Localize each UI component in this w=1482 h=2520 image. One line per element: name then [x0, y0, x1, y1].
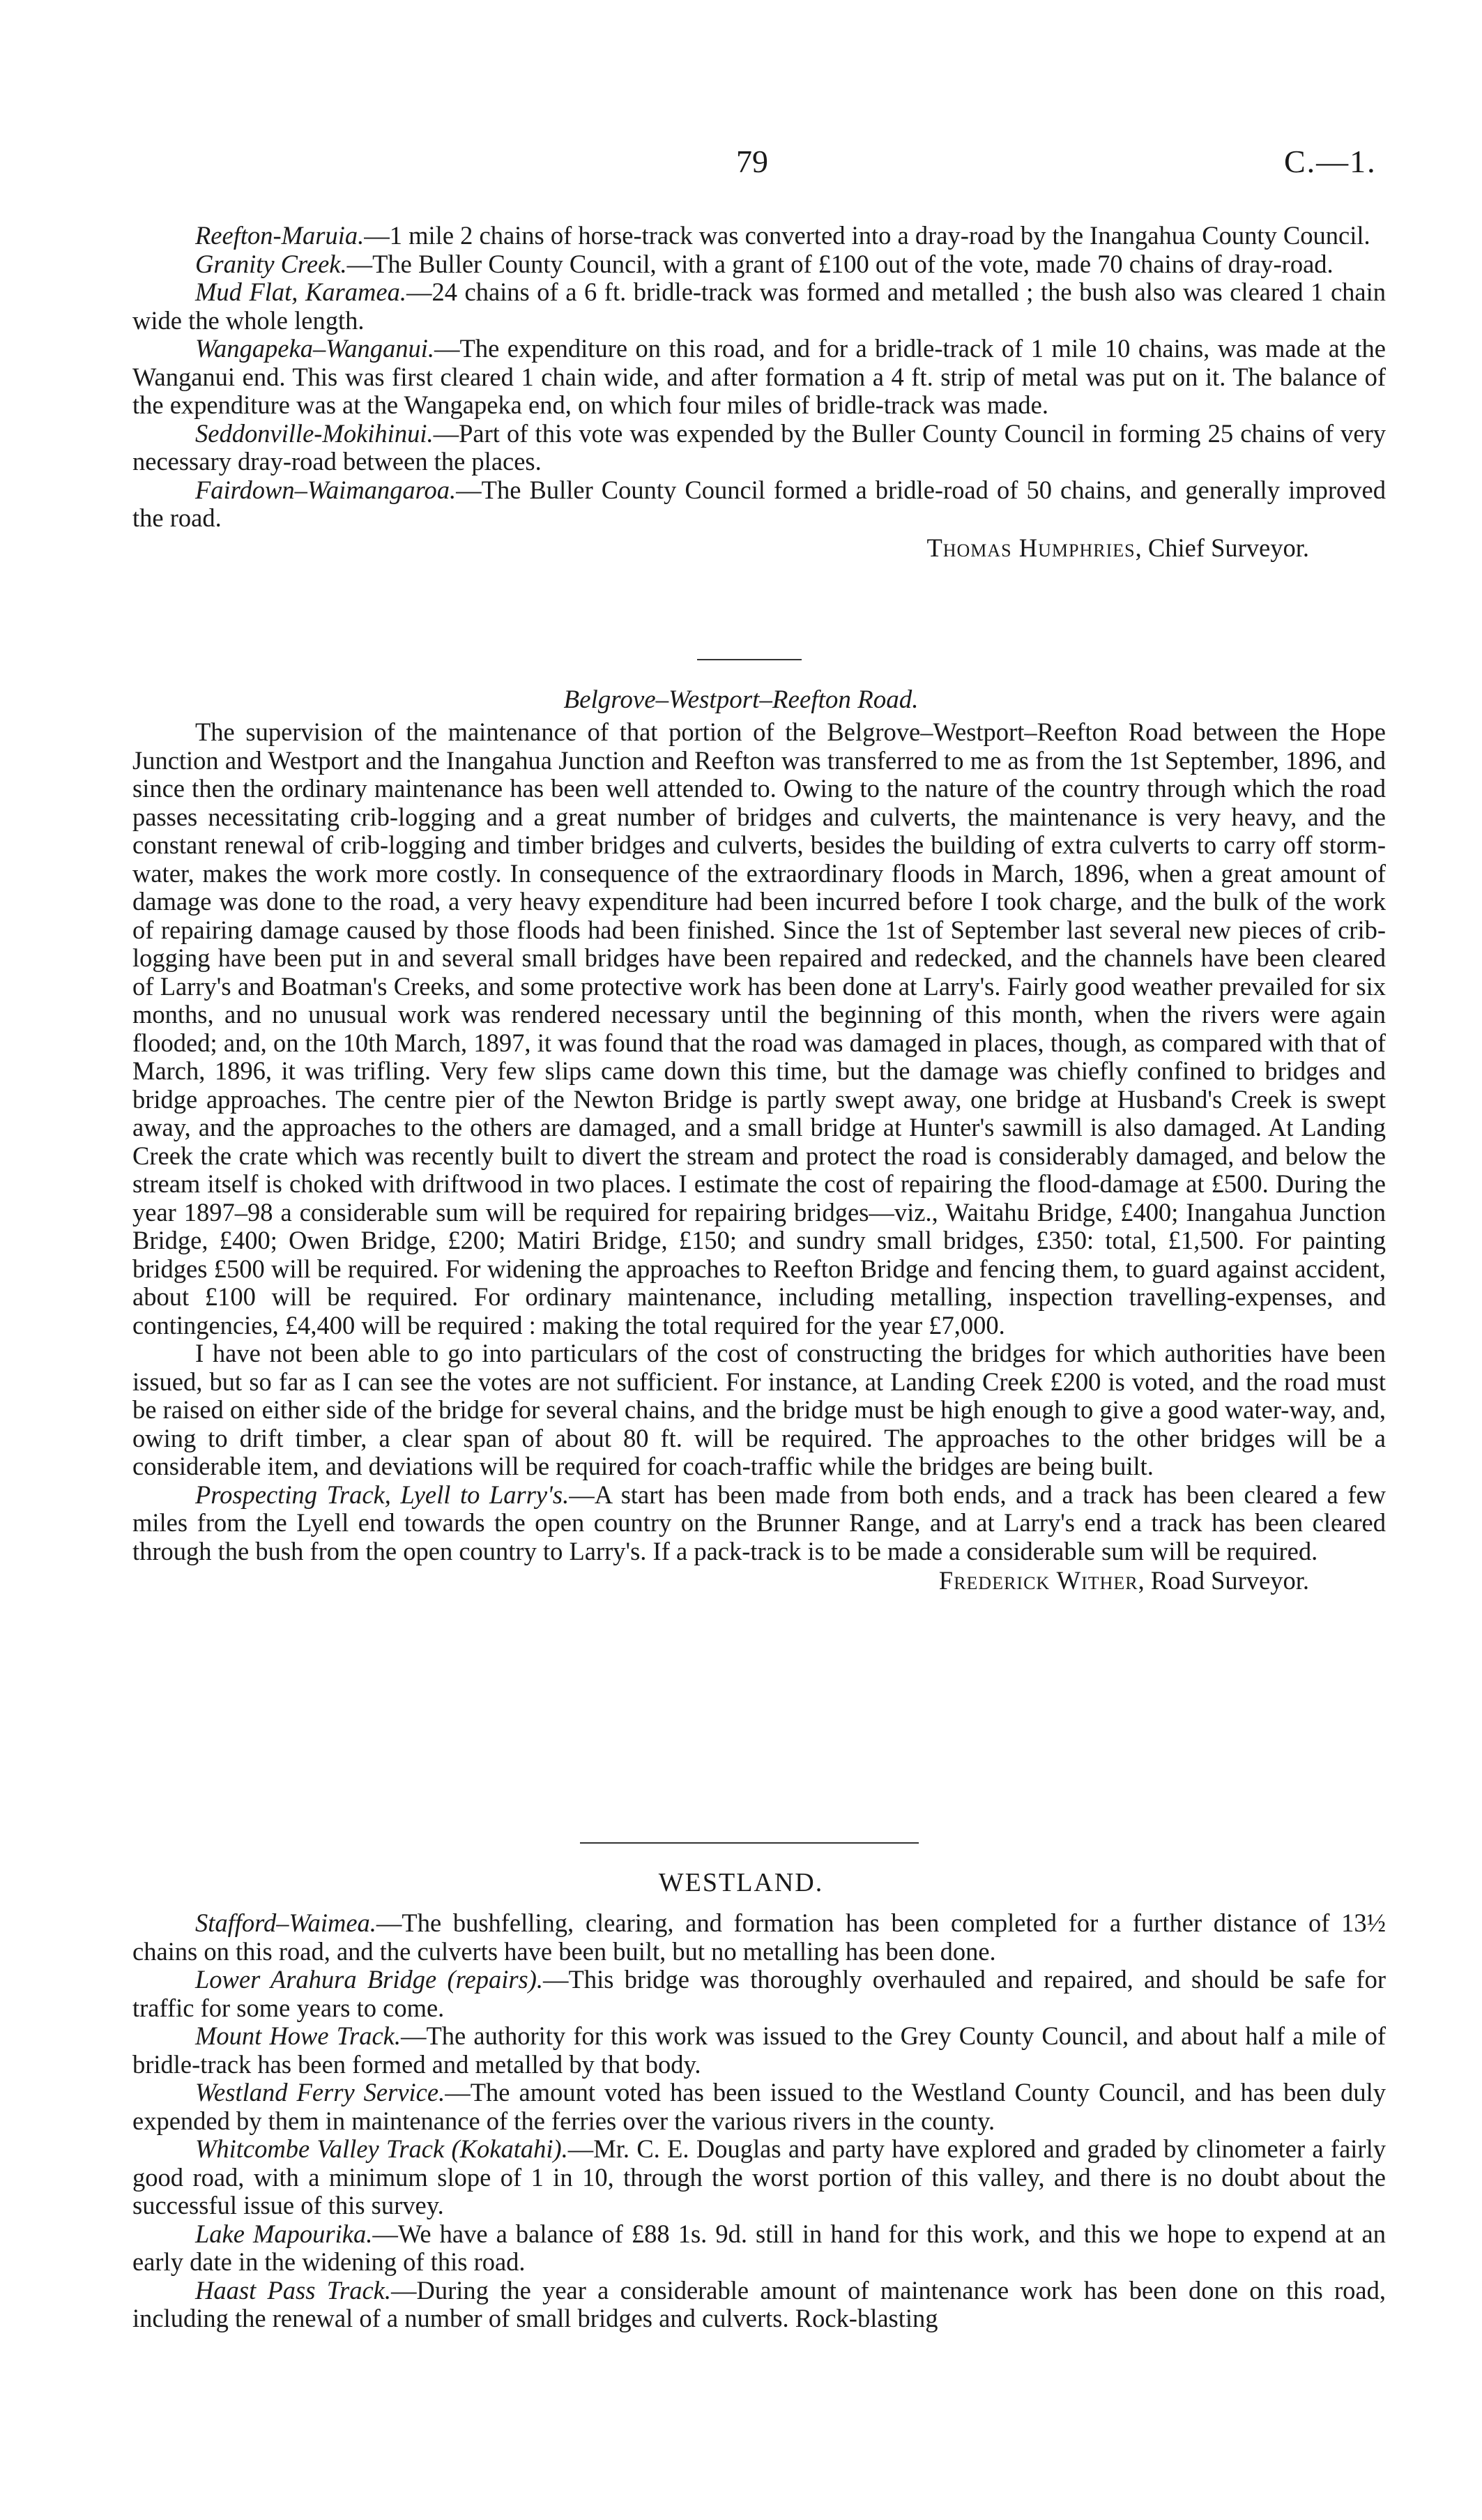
paragraph	[132, 2277, 1386, 2333]
paragraph-title: Stafford–Waimea.	[195, 1908, 376, 1937]
paragraph-text: —1 mile 2 chains of horse-track was converted into a dray-road by the Inangahua County Council.	[364, 221, 1370, 250]
signature-role: , Chief Surveyor.	[1135, 533, 1309, 562]
section-divider	[697, 659, 802, 660]
paragraph	[132, 250, 1386, 279]
section-buller-roads	[132, 222, 1386, 563]
paragraph-text: —The authority for this work was issued to the Grey County Council, and about half a mile of bridle-track has been formed and metalled by that body.	[132, 2021, 1386, 2079]
paragraph-title: Mud Flat, Karamea.	[195, 278, 406, 306]
signature-name: Frederick Wither	[938, 1566, 1138, 1595]
signature-name: Thomas Humphries	[926, 533, 1136, 562]
paragraph-title: Lake Mapourika.	[195, 2219, 373, 2248]
paragraph-title: Wangapeka–Wanganui.	[195, 334, 435, 363]
signature-road-surveyor	[132, 1565, 1386, 1596]
paragraph-text: —Part of this vote was expended by the Buller County Council in forming 25 chains of very necessary dray-road between the places.	[132, 418, 1386, 476]
paragraph-text: —The expenditure on this road, and for a bridle-track of 1 mile 10 chains, was made at the Wanganui end. This was first cleared 1 chain wide, and after formation a 4 ft. strip of metal was put on it. The balance of the expenditure was at the Wangapeka end, on which four miles of bridle-track was made.	[132, 334, 1386, 419]
paragraph	[132, 420, 1386, 476]
paragraph-text: —A start has been made from both ends, and a track has been cleared a few miles from the Lyell end towards the open country on the Brunner Range, and at Larry's end a track has been cleared through the bush from the open country to Larry's. If a pack-track is to be made a considerable sum will be required.	[132, 1480, 1386, 1565]
paragraph-title: Haast Pass Track.	[195, 2275, 391, 2305]
paragraph-text: The supervision of the maintenance of that portion of the Belgrove–Westport–Reefton Road between the Hope Junction and Westport and the Inangahua Junction and Reefton was transferred to me as from the 1st September, 1896, and since then the ordinary maintenance has been well attended to. Owing to the nature of the country through which the road passes necessitating crib-logging and a great number of bridges and culverts, the maintenance is very heavy, and the constant renewal of crib-logging and timber bridges and culverts, besides the building of extra culverts to carry off storm-water, makes the work more costly. In consequence of the extraordinary floods in March, 1896, when a great amount of damage was done to the road, a very heavy expenditure had been incurred before I took charge, and the bulk of the work of repairing damage caused by those floods had been finished. Since the 1st of September last several new pieces of crib-logging have been put in and several small bridges have been repaired and redecked, and the channels have been cleared of Larry's and Boatman's Creeks, and some protective work has been done at Larry's. Fairly good weather prevailed for six months, and no unusual work was rendered necessary until the beginning of this month, when the rivers were again flooded; and, on the 10th March, 1897, it was found that the road was damaged in places, though, as compared with that of March, 1896, it was trifling. Very few slips came down this time, but the damage was chiefly confined to bridges and bridge approaches. The centre pier of the Newton Bridge is partly swept away, one bridge at Husband's Creek is swept away, and the approaches to the others are damaged, and a small bridge at Hunter's sawmill is also damaged. At Landing Creek the crate which was recently built to divert the stream and protect the road is considerably damaged, and below the stream itself is choked with driftwood in two places. I estimate the cost of repairing the flood-damage at £500. During the year 1897–98 a considerable sum will be required for repairing bridges—viz., Waitahu Bridge, £400; Inangahua Junction Bridge, £400; Owen Bridge, £200; Matiri Bridge, £150; and sundry small bridges, £350: total, £1,500. For painting bridges £500 will be required. For widening the approaches to Reefton Bridge and fencing them, to guard against accident, about £100 will be required. For ordinary maintenance, including metalling, inspection travelling-expenses, and contingencies, £4,400 will be required : making the total required for the year £7,000.	[132, 718, 1386, 1339]
paragraph	[132, 222, 1386, 250]
paragraph-text: —During the year a considerable amount of maintenance work has been done on this road, including the renewal of a number of small bridges and culverts. Rock-blasting	[132, 2275, 1386, 2332]
paragraph	[132, 335, 1386, 420]
paragraph-text: —24 chains of a 6 ft. bridle-track was formed and metalled ; the bush also was cleared 1 chain wide the whole length.	[132, 278, 1386, 335]
paragraph-title: Mount Howe Track.	[195, 2021, 402, 2050]
section-belgrove-road	[132, 718, 1386, 1596]
heading-westland: WESTLAND.	[658, 1868, 824, 1897]
section-westland	[132, 1909, 1386, 2333]
paragraph	[132, 1339, 1386, 1481]
paragraph-title: Westland Ferry Service.	[195, 2078, 445, 2107]
page-number: 79	[736, 144, 768, 179]
section-divider	[580, 1842, 919, 1844]
signature-chief-surveyor	[132, 533, 1386, 563]
signature-role: , Road Surveyor.	[1138, 1566, 1309, 1595]
paragraph	[132, 2022, 1386, 2079]
paragraph-text: —The amount voted has been issued to the Westland County Council, and has been duly expended by them in maintenance of the ferries over the various rivers in the county.	[132, 2078, 1386, 2135]
paragraph	[132, 1966, 1386, 2022]
paragraph-title: Seddonville-Mokihinui.	[195, 418, 434, 448]
paragraph	[132, 2135, 1386, 2220]
paragraph-text: —This bridge was thoroughly overhauled and repaired, and should be safe for traffic for some years to come.	[132, 1965, 1386, 2022]
paragraph-text: —The bushfelling, clearing, and formation has been completed for a further distance of 13½ chains on this road, and the culverts have been built, but no metalling has been done.	[132, 1908, 1386, 1966]
paragraph-text: —The Buller County Council, with a grant of £100 out of the vote, made 70 chains of dray-road.	[346, 249, 1334, 278]
paragraph-title: Granity Creek.	[195, 249, 347, 278]
document-reference: C.—1.	[1284, 144, 1377, 179]
paragraph-text: —The Buller County Council formed a bridle-road of 50 chains, and generally improved the road.	[132, 475, 1386, 532]
paragraph	[132, 2220, 1386, 2277]
paragraph	[132, 1909, 1386, 1966]
paragraph	[132, 718, 1386, 1339]
paragraph-title: Whitcombe Valley Track (Kokatahi).	[195, 2134, 568, 2163]
paragraph-title: Prospecting Track, Lyell to Larry's.	[195, 1480, 570, 1509]
paragraph-text: I have not been able to go into particulars of the cost of constructing the bridges for which authorities have been issued, but so far as I can see the votes are not sufficient. For instance, at Landing Creek £200 is voted, and the road must be raised on either side of the bridge for several chains, and the bridge must be high enough to give a good water-way, and, owing to drift timber, a clear span of about 80 ft. will be required. The approaches to the other bridges will be a considerable item, and deviations will be required for coach-traffic while the bridges are being built.	[132, 1339, 1386, 1480]
page-header	[0, 143, 1482, 192]
paragraph	[132, 476, 1386, 533]
paragraph-title: Fairdown–Waimangaroa.	[195, 475, 457, 504]
paragraph-text: —We have a balance of £88 1s. 9d. still in hand for this work, and this we hope to expend at an early date in the widening of this road.	[132, 2219, 1386, 2276]
paragraph	[132, 2079, 1386, 2135]
paragraph	[132, 278, 1386, 335]
paragraph	[132, 1481, 1386, 1566]
subheading-belgrove-road: Belgrove–Westport–Reefton Road.	[563, 685, 919, 714]
paragraph-title: Reefton-Maruia.	[195, 221, 365, 250]
paragraph-title: Lower Arahura Bridge (repairs).	[195, 1965, 544, 1994]
paragraph-text: —Mr. C. E. Douglas and party have explored and graded by clinometer a fairly good road, with a minimum slope of 1 in 10, through the worst portion of this valley, and there is no doubt about the successful issue of this survey.	[132, 2134, 1386, 2219]
